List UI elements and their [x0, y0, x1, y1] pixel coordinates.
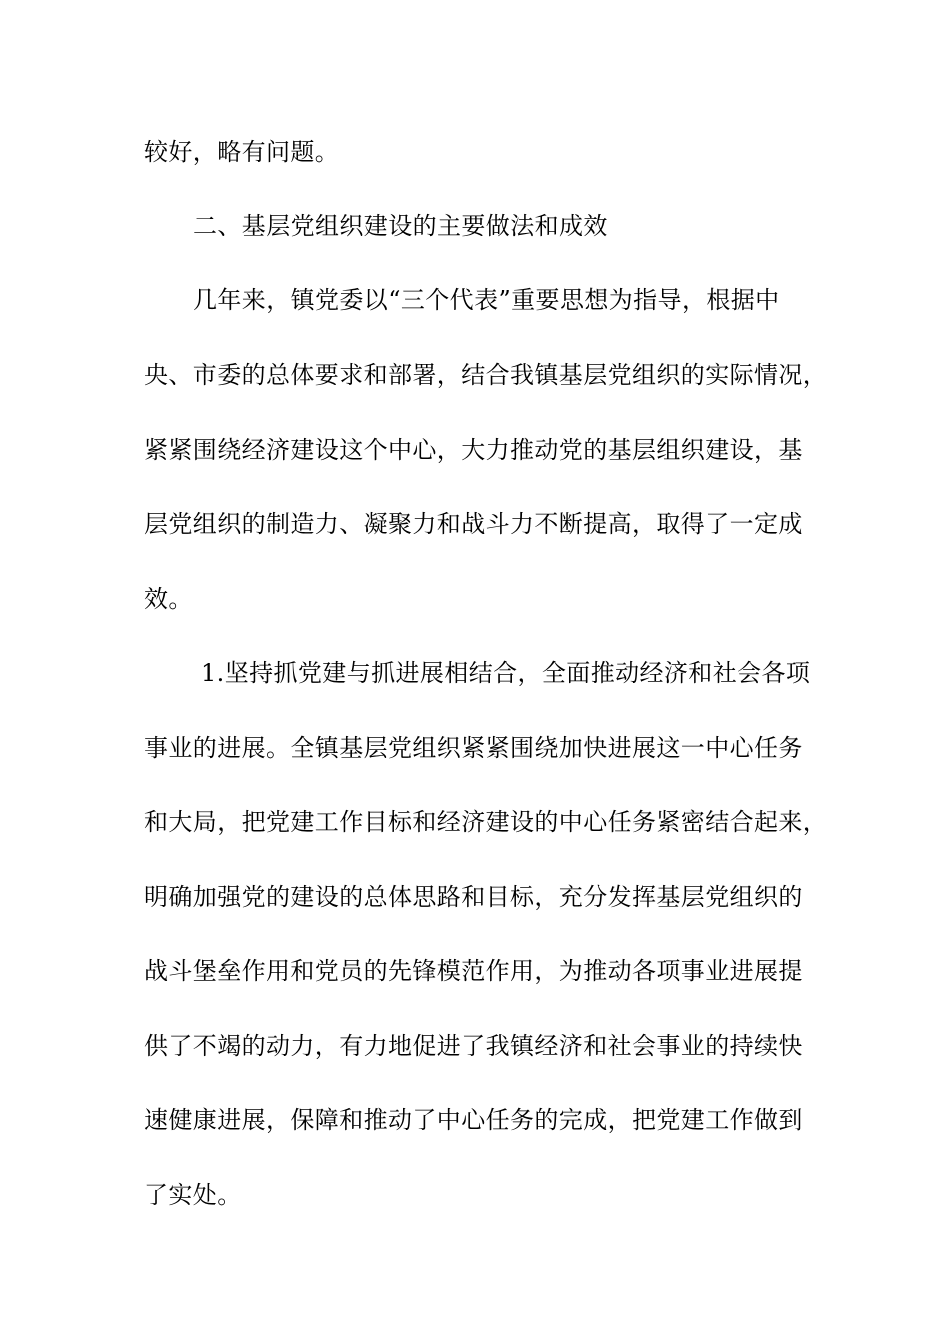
text-line: 央、市委的总体要求和部署，结合我镇基层党组织的实际情况， [144, 361, 828, 389]
text-line: 和大局，把党建工作目标和经济建设的中心任务紧密结合起来， [144, 808, 828, 836]
text-line: 几年来，镇党委以“三个代表”重要思想为指导，根据中 [193, 286, 780, 314]
text-line: 紧紧围绕经济建设这个中心，大力推动党的基层组织建设，基 [144, 436, 803, 464]
text-line: 较好，略有问题。 [144, 138, 340, 166]
section-heading: 二、基层党组织建设的主要做法和成效 [193, 212, 608, 240]
text-line: 明确加强党的建设的总体思路和目标，充分发挥基层党组织的 [144, 883, 803, 911]
text-line: 事业的进展。全镇基层党组织紧紧围绕加快进展这一中心任务 [144, 734, 803, 762]
text-line: 1.坚持抓党建与抓进展相结合，全面推动经济和社会各项 [201, 659, 811, 687]
text-line: 速健康进展，保障和推动了中心任务的完成，把党建工作做到 [144, 1106, 803, 1134]
text-line: 供了不竭的动力，有力地促进了我镇经济和社会事业的持续快 [144, 1032, 803, 1060]
text-line: 效。 [144, 585, 193, 613]
text-line: 战斗堡垒作用和党员的先锋模范作用，为推动各项事业进展提 [144, 957, 803, 985]
text-line: 层党组织的制造力、凝聚力和战斗力不断提高，取得了一定成 [144, 510, 803, 538]
text-line: 了实处。 [144, 1181, 242, 1209]
